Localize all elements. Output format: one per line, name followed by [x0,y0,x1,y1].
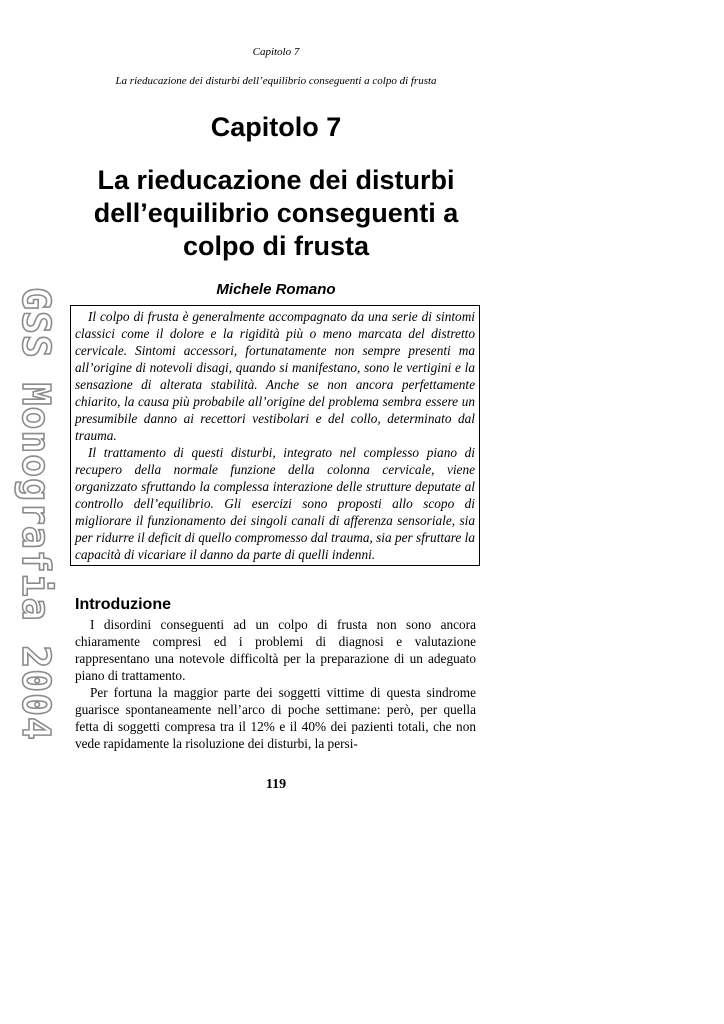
body-paragraph-1: I disordini conseguenti ad un colpo di frusta non sono ancora chiaramente compresi ed i problemi di diagnosi e valutazione rappresentano una notevole difficoltà per la preparazione di un adeguato piano di trattamento. [75,617,476,683]
body-paragraph-2: Per fortuna la maggior parte dei soggetti vittime di questa sindrome guarisce spontaneamente nell’arco di poche settimane: però, per quella fetta di soggetti compresa tra il 12% e il 40% dei pazienti totali, che non vede rapidamente la risoluzione dei disturbi, la persi- [75,685,476,751]
chapter-title-line-2: dell’equilibrio conseguenti a [93,198,459,228]
abstract-paragraph-1: Il colpo di frusta è generalmente accompagnato da una serie di sintomi classici come il dolore e la rigidità più o meno marcata del distretto cervicale. Sintomi accessori, fortunatamente non sempre presenti ma all’origine di notevoli disagi, quando si manifestano, sono le vertigini e la sensazione di alterata stabilità. Anche se non ancora perfettamente chiarito, la causa più probabile all’origine del problema sembra essere un presumibile danno ai recettori vestibolari e del collo, determinato dal trauma. [75,309,475,443]
chapter-label: Capitolo 7 [210,112,342,142]
section-heading-introduzione: Introduzione [75,596,171,613]
author-name: Michele Romano [216,281,336,298]
chapter-title-line-3: colpo di frusta [182,231,369,261]
page-number: 119 [265,777,287,792]
running-head-chapter: Capitolo 7 [252,46,300,58]
abstract-paragraph-2: Il trattamento di questi disturbi, integrato nel complesso piano di recupero della normale funzione della colonna cervicale, viene organizzato sfruttando la complessa interazione delle strutture deputate al controllo dell’equilibrio. Gli esercizi sono proposti allo scopo di migliorare il funzionamento dei singoli canali di afferenza sensoriale, sia per ridurre il deficit di quello compromesso dal trauma, sia per sfruttare la capacità di vicariare il danno da parte di quelli indenni. [75,445,475,562]
abstract-box [70,305,480,566]
chapter-title [75,164,477,263]
body-text [75,616,476,752]
watermark-text: GSS Monografia 2004 [14,287,58,741]
chapter-title-line-1: La rieducazione dei disturbi [97,165,455,195]
running-head-title: La rieducazione dei disturbi dell’equilibrio conseguenti a colpo di frusta [115,75,437,87]
